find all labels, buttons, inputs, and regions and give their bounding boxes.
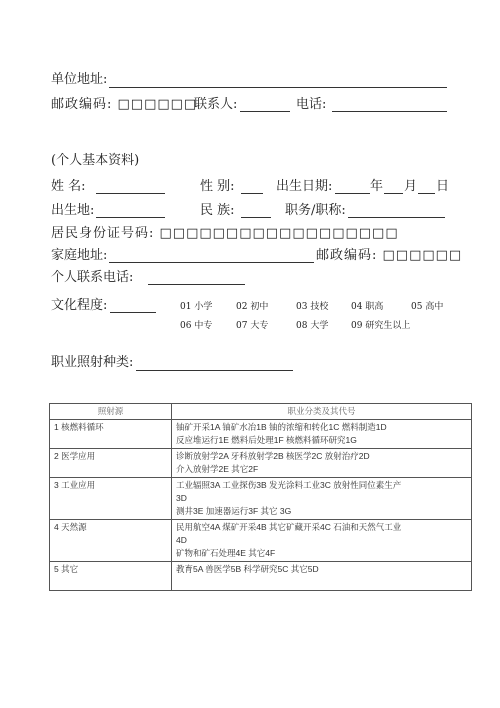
education-option: 08 大学 <box>296 321 329 331</box>
category-cell <box>172 478 472 520</box>
education-option: 09 研究生以上 <box>351 321 411 331</box>
table-row <box>50 420 472 449</box>
source-cell: 5 其它 <box>50 562 172 591</box>
education-option: 01 小学 <box>180 302 213 312</box>
source-cell: 4 天然源 <box>50 520 172 562</box>
ethnicity-label: 民 族: <box>200 203 235 218</box>
unit-address-label: 单位地址: <box>51 72 108 87</box>
name-label: 姓 名: <box>51 179 86 194</box>
education-option: 07 大专 <box>236 321 269 331</box>
job-type-label: 职业照射种类: <box>51 355 134 370</box>
birth-day-field[interactable] <box>418 193 435 194</box>
table-row <box>50 520 472 562</box>
category-line: 4D <box>176 535 187 545</box>
category-cell <box>172 520 472 562</box>
birth-month-field[interactable] <box>384 193 403 194</box>
column-header: 照射源 <box>50 404 172 420</box>
job-type-field[interactable] <box>136 370 293 371</box>
education-option: 03 技校 <box>296 302 329 312</box>
category-line: 民用航空4A 煤矿开采4B 其它矿藏开采4C 石油和天然气工业 <box>176 522 402 532</box>
source-cell: 1 核燃料循环 <box>50 420 172 449</box>
postal-code-label: 邮政编码: □□□□□□ <box>51 97 198 112</box>
birthdate-label: 出生日期: <box>276 179 333 194</box>
birthplace-field[interactable] <box>96 217 165 218</box>
personal-phone-field[interactable] <box>148 284 245 285</box>
education-option: 06 中专 <box>180 321 213 331</box>
category-line: 工业辐照3A 工业探伤3B 发光涂料工业3C 放射性同位素生产 <box>176 480 402 490</box>
birthplace-label: 出生地: <box>51 203 95 218</box>
source-cell: 3 工业应用 <box>50 478 172 520</box>
home-address-label: 家庭地址: <box>51 248 108 263</box>
table-row <box>50 449 472 478</box>
source-cell: 2 医学应用 <box>50 449 172 478</box>
day-label: 日 <box>436 179 450 194</box>
category-line: 介入放射学2E 其它2F <box>176 464 259 474</box>
id-number-label: 居民身份证号码: □□□□□□□□□□□□□□□□□□ <box>51 226 399 241</box>
phone-field[interactable] <box>332 111 447 112</box>
month-label: 月 <box>404 179 418 194</box>
home-postal-code-label: 邮政编码: □□□□□□ <box>316 248 463 263</box>
gender-label: 性 别: <box>200 179 235 194</box>
category-line: 教育5A 兽医学5B 科学研究5C 其它5D <box>176 564 319 574</box>
education-option: 02 初中 <box>236 302 269 312</box>
contact-person-field[interactable] <box>240 111 290 112</box>
table-header-row <box>50 404 472 420</box>
personal-section-title: (个人基本资料) <box>51 153 140 168</box>
birth-year-field[interactable] <box>335 193 370 194</box>
contact-person-label: 联系人: <box>194 97 238 112</box>
position-title-label: 职务/职称: <box>285 203 346 218</box>
category-cell <box>172 420 472 449</box>
table-row <box>50 562 472 591</box>
occupation-classification-table <box>49 403 472 591</box>
name-field[interactable] <box>96 193 165 194</box>
category-line: 测井3E 加速器运行3F 其它 3G <box>176 506 292 516</box>
unit-address-field[interactable] <box>109 87 447 88</box>
category-cell <box>172 562 472 591</box>
education-option: 05 高中 <box>411 302 444 312</box>
category-line: 诊断放射学2A 牙科放射学2B 核医学2C 放射治疗2D <box>176 451 370 461</box>
category-cell <box>172 449 472 478</box>
education-option: 04 职高 <box>351 302 384 312</box>
home-address-field[interactable] <box>109 262 314 263</box>
year-label: 年 <box>370 179 384 194</box>
education-field[interactable] <box>110 312 156 313</box>
education-label: 文化程度: <box>51 298 108 313</box>
category-line: 铀矿开采1A 铀矿水冶1B 铀的浓缩和转化1C 燃料制造1D <box>176 422 387 432</box>
gender-field[interactable] <box>241 193 263 194</box>
category-line: 反应堆运行1E 燃料后处理1F 核燃料循环研究1G <box>176 435 357 445</box>
ethnicity-field[interactable] <box>241 217 271 218</box>
personal-phone-label: 个人联系电话: <box>51 270 134 285</box>
phone-label: 电话: <box>296 97 327 112</box>
column-header: 职业分类及其代号 <box>172 404 472 420</box>
category-line: 矿物和矿石处理4E 其它4F <box>176 548 276 558</box>
table-row <box>50 478 472 520</box>
category-line: 3D <box>176 493 187 503</box>
position-title-field[interactable] <box>348 217 445 218</box>
